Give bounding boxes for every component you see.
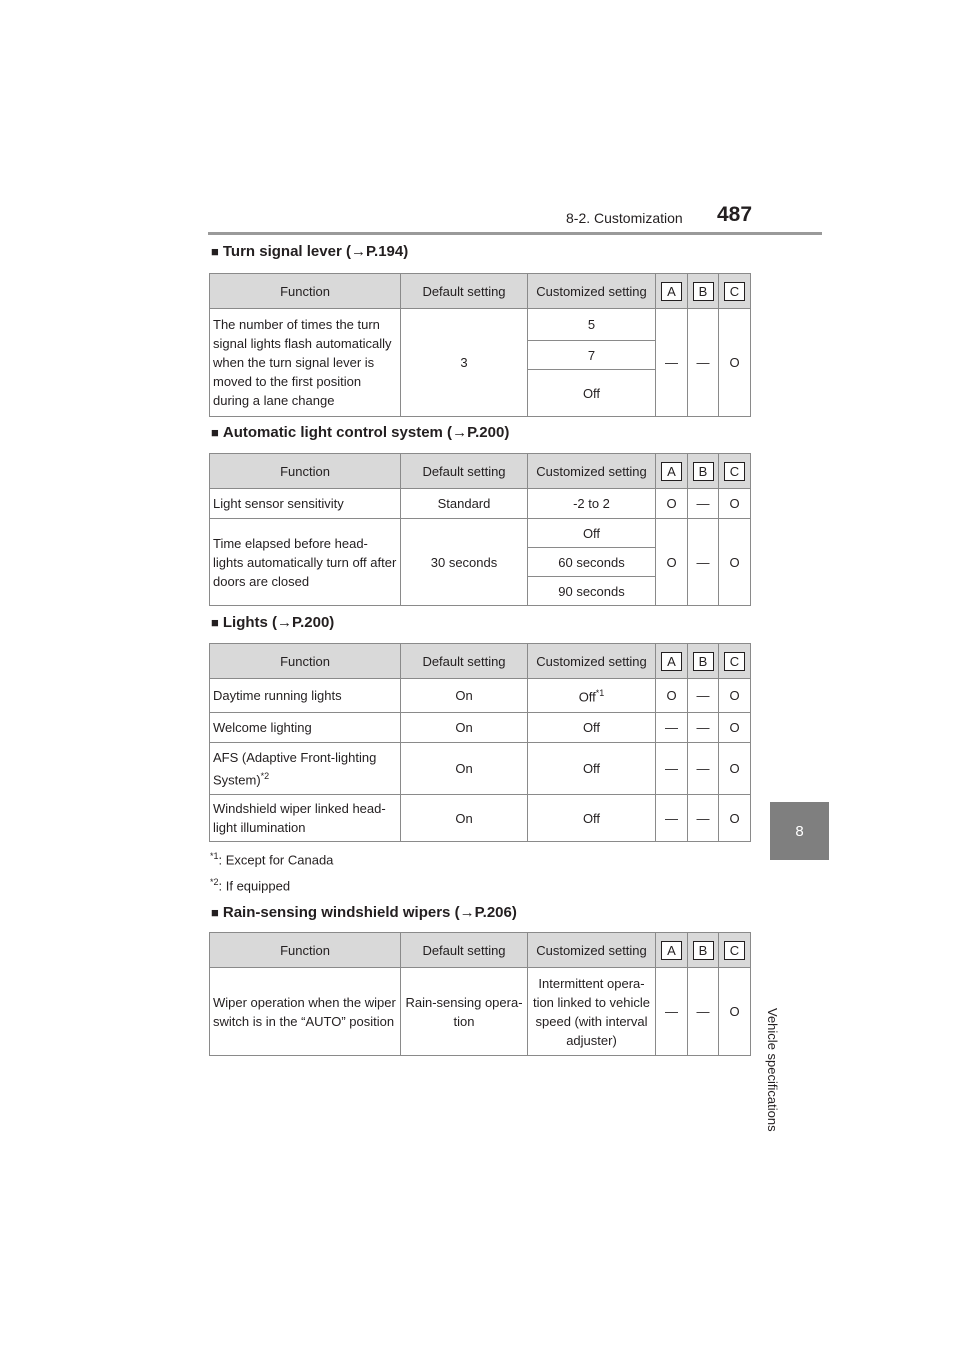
col-b: [688, 454, 719, 489]
col-a: [656, 644, 688, 679]
col-a: [656, 454, 688, 489]
a-cell: —: [656, 713, 688, 743]
footnote-mark: *2: [260, 770, 270, 781]
col-c: [719, 933, 751, 968]
custom-cell: Off: [528, 743, 656, 795]
page-ref-link[interactable]: P.206): [474, 904, 517, 921]
custom-text: Off: [578, 689, 596, 705]
c-cell: O: [719, 795, 751, 842]
square-bullet-icon: ■: [211, 905, 219, 920]
b-cell: —: [688, 743, 719, 795]
footnote-1: [210, 851, 333, 867]
col-customized: Customized setting: [528, 933, 656, 968]
c-cell: O: [719, 679, 751, 713]
footnote-text: : If equipped: [218, 878, 291, 894]
a-cell: —: [656, 795, 688, 842]
col-c: [719, 644, 751, 679]
heading-text: Automatic light control system (: [222, 424, 453, 441]
c-cell: O: [719, 489, 751, 519]
arrow-icon: →: [350, 243, 366, 260]
option-cell: 7: [528, 341, 656, 370]
label-c-box: C: [724, 941, 745, 960]
function-cell: Daytime running lights: [210, 679, 401, 713]
b-cell: —: [688, 489, 719, 519]
col-default: Default setting: [401, 454, 528, 489]
label-a-box: A: [661, 652, 682, 671]
b-cell: —: [688, 679, 719, 713]
heading-text: Lights (: [222, 614, 278, 631]
col-b: [688, 644, 719, 679]
function-cell: Windshield wiper linked head-light illumination: [210, 795, 401, 842]
chapter-label-text: Vehicle specifications: [765, 1008, 780, 1132]
page-number: 487: [717, 203, 753, 226]
col-function: Function: [210, 274, 401, 309]
c-cell: O: [719, 713, 751, 743]
a-cell: —: [656, 743, 688, 795]
page-ref-link[interactable]: P.194): [365, 243, 409, 260]
option-cell: Off: [528, 370, 656, 417]
lights-table: [209, 643, 751, 842]
col-default: Default setting: [401, 933, 528, 968]
col-customized: Customized setting: [528, 644, 656, 679]
function-cell: Time elapsed before head-lights automatically turn off after doors are closed: [210, 519, 401, 606]
label-a-box: A: [661, 462, 682, 481]
default-cell: On: [401, 679, 528, 713]
b-cell: —: [688, 968, 719, 1056]
option-cell: 60 seconds: [528, 548, 656, 577]
c-cell: O: [719, 519, 751, 606]
col-customized: Customized setting: [528, 454, 656, 489]
default-cell: 3: [401, 309, 528, 417]
c-cell: O: [719, 968, 751, 1056]
col-default: Default setting: [401, 274, 528, 309]
page-ref-link[interactable]: P.200): [467, 424, 510, 441]
default-cell: On: [401, 795, 528, 842]
col-b: [688, 274, 719, 309]
option-cell: -2 to 2: [528, 489, 656, 519]
col-c: [719, 274, 751, 309]
label-b-box: B: [693, 462, 714, 481]
label-b-box: B: [693, 941, 714, 960]
option-cell: 5: [528, 309, 656, 341]
c-cell: O: [719, 309, 751, 417]
a-cell: —: [656, 968, 688, 1056]
footnote-mark: *2: [210, 877, 219, 887]
custom-cell: Off: [528, 713, 656, 743]
default-cell: On: [401, 713, 528, 743]
heading-text: Turn signal lever (: [222, 243, 351, 260]
heading-wipers: [211, 904, 517, 921]
function-cell: The number of times the turn signal lights flash automatically when the turn signal lever is moved to the first position during a lane change: [210, 309, 401, 417]
heading-auto-light: [211, 424, 509, 441]
label-c-box: C: [724, 462, 745, 481]
b-cell: —: [688, 713, 719, 743]
b-cell: —: [688, 309, 719, 417]
square-bullet-icon: ■: [211, 615, 219, 630]
c-cell: O: [719, 743, 751, 795]
function-cell: Wiper operation when the wiper switch is in the “AUTO” position: [210, 968, 401, 1056]
heading-text: Rain-sensing windshield wipers (: [222, 904, 460, 921]
col-c: [719, 454, 751, 489]
turn-signal-table: [209, 273, 751, 417]
option-cell: 90 seconds: [528, 577, 656, 606]
default-cell: Standard: [401, 489, 528, 519]
label-b-box: B: [693, 282, 714, 301]
footnote-2: [210, 877, 290, 893]
a-cell: O: [656, 489, 688, 519]
a-cell: —: [656, 309, 688, 417]
col-function: Function: [210, 644, 401, 679]
function-text: AFS (Adaptive Front-lighting System): [213, 749, 377, 788]
footnote-mark: *1: [595, 688, 605, 699]
default-cell: Rain-sensing opera-tion: [401, 968, 528, 1056]
label-a-box: A: [661, 941, 682, 960]
b-cell: —: [688, 795, 719, 842]
default-cell: On: [401, 743, 528, 795]
col-b: [688, 933, 719, 968]
arrow-icon: →: [452, 424, 468, 441]
arrow-icon: →: [277, 614, 293, 631]
a-cell: O: [656, 679, 688, 713]
square-bullet-icon: ■: [211, 425, 219, 440]
col-a: [656, 933, 688, 968]
custom-cell: Off: [528, 795, 656, 842]
label-b-box: B: [693, 652, 714, 671]
col-function: Function: [210, 454, 401, 489]
chapter-tab: 8: [770, 802, 829, 860]
label-c-box: C: [724, 652, 745, 671]
col-default: Default setting: [401, 644, 528, 679]
square-bullet-icon: ■: [211, 244, 219, 259]
heading-turn-signal: [211, 243, 408, 260]
default-cell: 30 seconds: [401, 519, 528, 606]
footnote-text: : Except for Canada: [218, 852, 334, 868]
header-rule: [208, 232, 822, 235]
auto-light-table: [209, 453, 751, 606]
page-ref-link[interactable]: P.200): [292, 614, 335, 631]
wipers-table: [209, 932, 751, 1056]
col-customized: Customized setting: [528, 274, 656, 309]
custom-cell: Intermittent opera-tion linked to vehicle speed (with interval adjuster): [528, 968, 656, 1056]
custom-cell: [528, 679, 656, 713]
option-cell: Off: [528, 519, 656, 548]
function-cell: Welcome lighting: [210, 713, 401, 743]
a-cell: O: [656, 519, 688, 606]
function-cell: [210, 743, 401, 795]
label-c-box: C: [724, 282, 745, 301]
function-cell: Light sensor sensitivity: [210, 489, 401, 519]
arrow-icon: →: [459, 904, 475, 921]
label-a-box: A: [661, 282, 682, 301]
section-title: 8-2. Customization: [566, 210, 683, 226]
col-a: [656, 274, 688, 309]
col-function: Function: [210, 933, 401, 968]
b-cell: —: [688, 519, 719, 606]
heading-lights: [211, 614, 334, 631]
footnote-mark: *1: [210, 851, 219, 861]
